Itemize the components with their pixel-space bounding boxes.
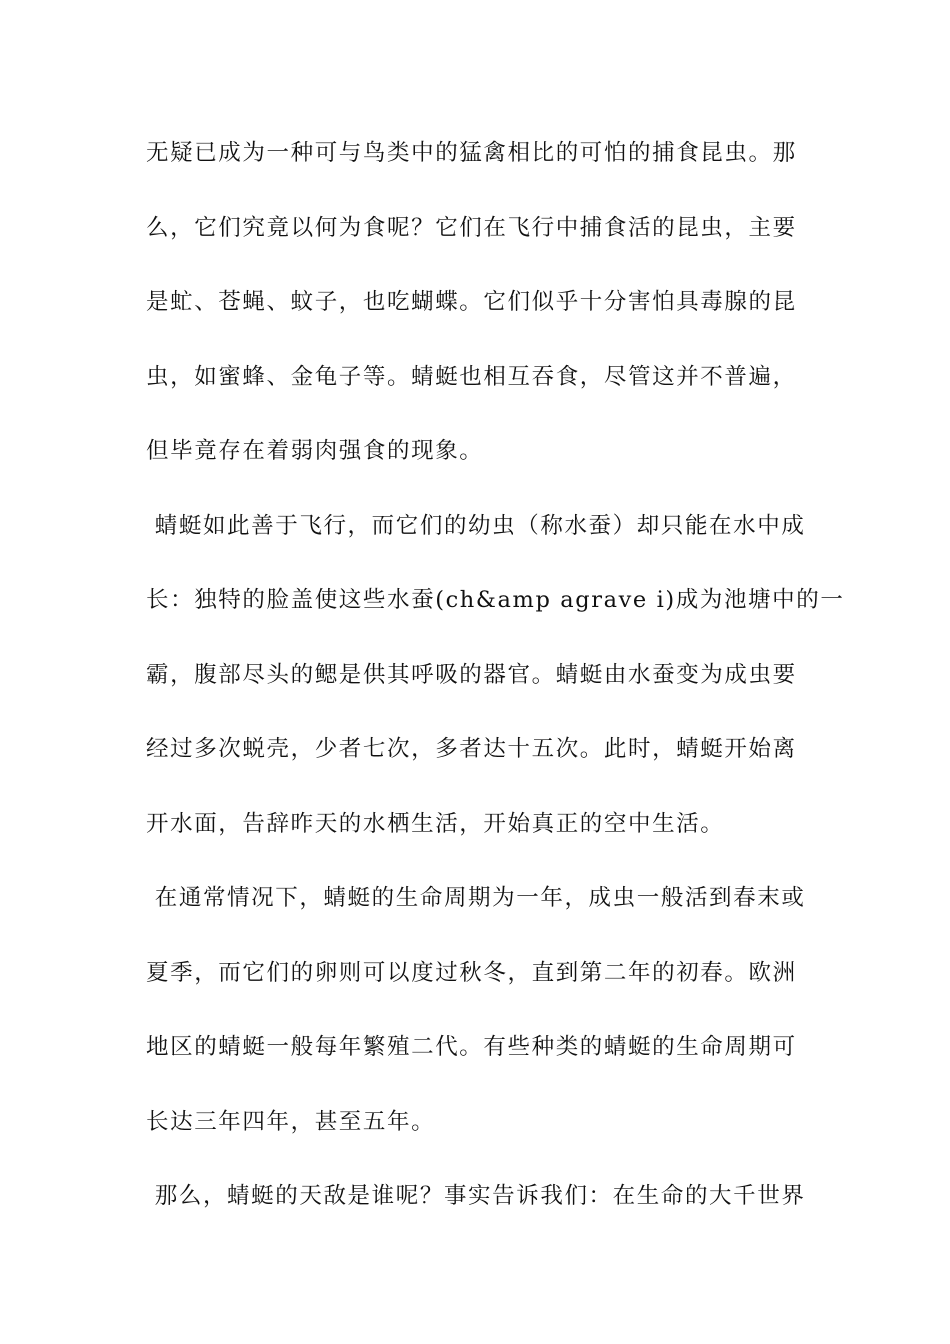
- text-line-15: 那么，蜻蜓的天敌是谁呢？事实告诉我们：在生命的大千世界: [146, 1183, 806, 1209]
- text-line-11: 在通常情况下，蜻蜓的生命周期为一年，成虫一般活到春末或: [146, 885, 806, 911]
- text-line-9: 经过多次蜕壳，少者七次，多者达十五次。此时，蜻蜓开始离: [146, 736, 797, 762]
- text-line-2: 么，它们究竟以何为食呢？它们在飞行中捕食活的昆虫，主要: [146, 214, 797, 241]
- text-line-8: 霸，腹部尽头的鳃是供其呼吸的器官。蜻蜓由水蚕变为成虫要: [146, 661, 797, 688]
- text-line-4: 虫，如蜜蜂、金龟子等。蜻蜓也相互吞食，尽管这并不普遍，: [146, 363, 797, 390]
- text-line-6: 蜻蜓如此善于飞行，而它们的幼虫（称水蚕）却只能在水中成: [146, 512, 806, 539]
- text-line-14: 长达三年四年，甚至五年。: [146, 1108, 436, 1135]
- text-line-10: 开水面，告辞昨天的水栖生活，开始真正的空中生活。: [146, 810, 725, 837]
- text-line-7: 长：独特的脸盖使这些水蚕(ch&amp agrave i)成为池塘中的一: [146, 587, 845, 613]
- body-text: [146, 128, 845, 1246]
- text-line-3: 是虻、苍蝇、蚊子，也吃蝴蝶。它们似乎十分害怕具毒腺的昆: [146, 289, 797, 315]
- text-line-13: 地区的蜻蜓一般每年繁殖二代。有些种类的蜻蜓的生命周期可: [146, 1034, 797, 1060]
- text-line-1: 无疑已成为一种可与鸟类中的猛禽相比的可怕的捕食昆虫。那: [146, 140, 797, 166]
- text-line-5: 但毕竟存在着弱肉强食的现象。: [146, 438, 484, 464]
- text-line-12: 夏季，而它们的卵则可以度过秋冬，直到第二年的初春。欧洲: [146, 959, 797, 986]
